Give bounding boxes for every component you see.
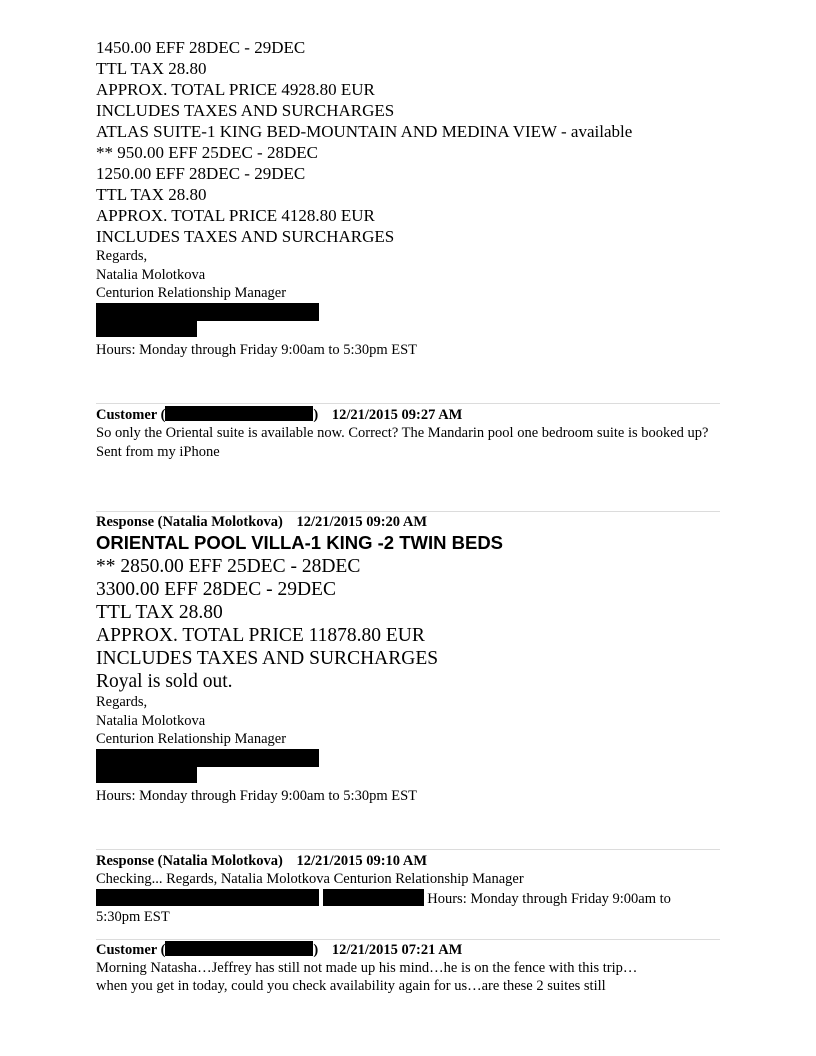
signature-line: Regards, — [96, 248, 148, 264]
message-header — [96, 513, 720, 531]
message-body-line — [96, 889, 720, 909]
redaction-box — [96, 303, 319, 321]
signature-line: Natalia Molotkova — [96, 266, 206, 283]
message-timestamp: 12/21/2015 09:10 AM — [296, 853, 428, 869]
hours-line: Hours: Monday through Friday 9:00am to 5:30pm EST — [96, 341, 417, 358]
offer-line: INCLUDES TAXES AND SURCHARGES — [96, 227, 395, 246]
redaction-box — [165, 406, 313, 421]
message-body: Checking... Regards, Natalia Molotkova Centurion Relationship Manager — [96, 871, 524, 887]
message-response-2 — [96, 850, 720, 927]
message-timestamp: 12/21/2015 09:27 AM — [331, 407, 463, 423]
redaction-box — [96, 767, 197, 783]
message-author: Response (Natalia Molotkova) — [96, 514, 283, 530]
message-header — [96, 941, 720, 959]
message-header — [96, 852, 720, 870]
email-thread — [96, 37, 720, 996]
room-title: ORIENTAL POOL VILLA-1 KING -2 TWIN BEDS — [96, 532, 504, 553]
message-body: So only the Oriental suite is available now. Correct? The Mandarin pool one bedroom suite is booked up? Sent from my iPhone — [96, 425, 709, 460]
hours-line: Hours: Monday through Friday 9:00am to 5:30pm EST — [96, 787, 417, 804]
offer-line: Royal is sold out. — [96, 671, 233, 692]
redaction-box — [323, 889, 424, 906]
offer-line: APPROX. TOTAL PRICE 4928.80 EUR — [96, 80, 375, 99]
message-header — [96, 406, 720, 424]
offer-line: ATLAS SUITE-1 KING BED-MOUNTAIN AND MEDINA VIEW - available — [96, 122, 633, 141]
offer-line: TTL TAX 28.80 — [96, 59, 207, 78]
redaction-box — [96, 321, 197, 337]
redaction-box — [96, 749, 319, 767]
message-response-1 — [96, 512, 720, 805]
redaction-box — [165, 941, 313, 956]
signature-line: Centurion Relationship Manager — [96, 285, 287, 301]
signature-line: Natalia Molotkova — [96, 712, 206, 729]
offer-line: TTL TAX 28.80 — [96, 185, 207, 204]
message-timestamp: 12/21/2015 09:20 AM — [296, 514, 428, 530]
redaction-box — [96, 889, 319, 906]
message-body: Morning Natasha…Jeffrey has still not made up his mind…he is on the fence with this trip… — [96, 959, 638, 976]
message-author-close: ) — [313, 941, 319, 958]
signature-line: Regards, — [96, 694, 148, 710]
hours-inline: Hours: Monday through Friday 9:00am to — [427, 890, 671, 907]
offer-line: 1450.00 EFF 28DEC - 29DEC — [96, 38, 306, 57]
offer-line: ** 950.00 EFF 25DEC - 28DEC — [96, 143, 318, 162]
message-author: Response (Natalia Molotkova) — [96, 853, 283, 869]
offer-line: INCLUDES TAXES AND SURCHARGES — [96, 101, 395, 120]
message-customer-1 — [96, 404, 720, 461]
offer-line: APPROX. TOTAL PRICE 11878.80 EUR — [96, 625, 425, 646]
offer-line: TTL TAX 28.80 — [96, 602, 223, 623]
message-customer-2 — [96, 940, 720, 996]
signature-line: Centurion Relationship Manager — [96, 731, 287, 747]
message-timestamp: 12/21/2015 07:21 AM — [331, 941, 463, 958]
message-author-close: ) — [313, 407, 319, 423]
offer-line: 1250.00 EFF 28DEC - 29DEC — [96, 164, 306, 183]
offer-line: APPROX. TOTAL PRICE 4128.80 EUR — [96, 206, 375, 225]
message-author: Customer ( — [96, 407, 166, 423]
hours-tail: 5:30pm EST — [96, 909, 170, 925]
offer-line: 3300.00 EFF 28DEC - 29DEC — [96, 579, 336, 600]
offer-line: ** 2850.00 EFF 25DEC - 28DEC — [96, 556, 361, 577]
offer-line: INCLUDES TAXES AND SURCHARGES — [96, 648, 439, 669]
message-body: when you get in today, could you check availability again for us…are these 2 suites still — [96, 978, 606, 994]
message-author: Customer ( — [96, 941, 166, 958]
offer-block-1 — [96, 37, 720, 359]
